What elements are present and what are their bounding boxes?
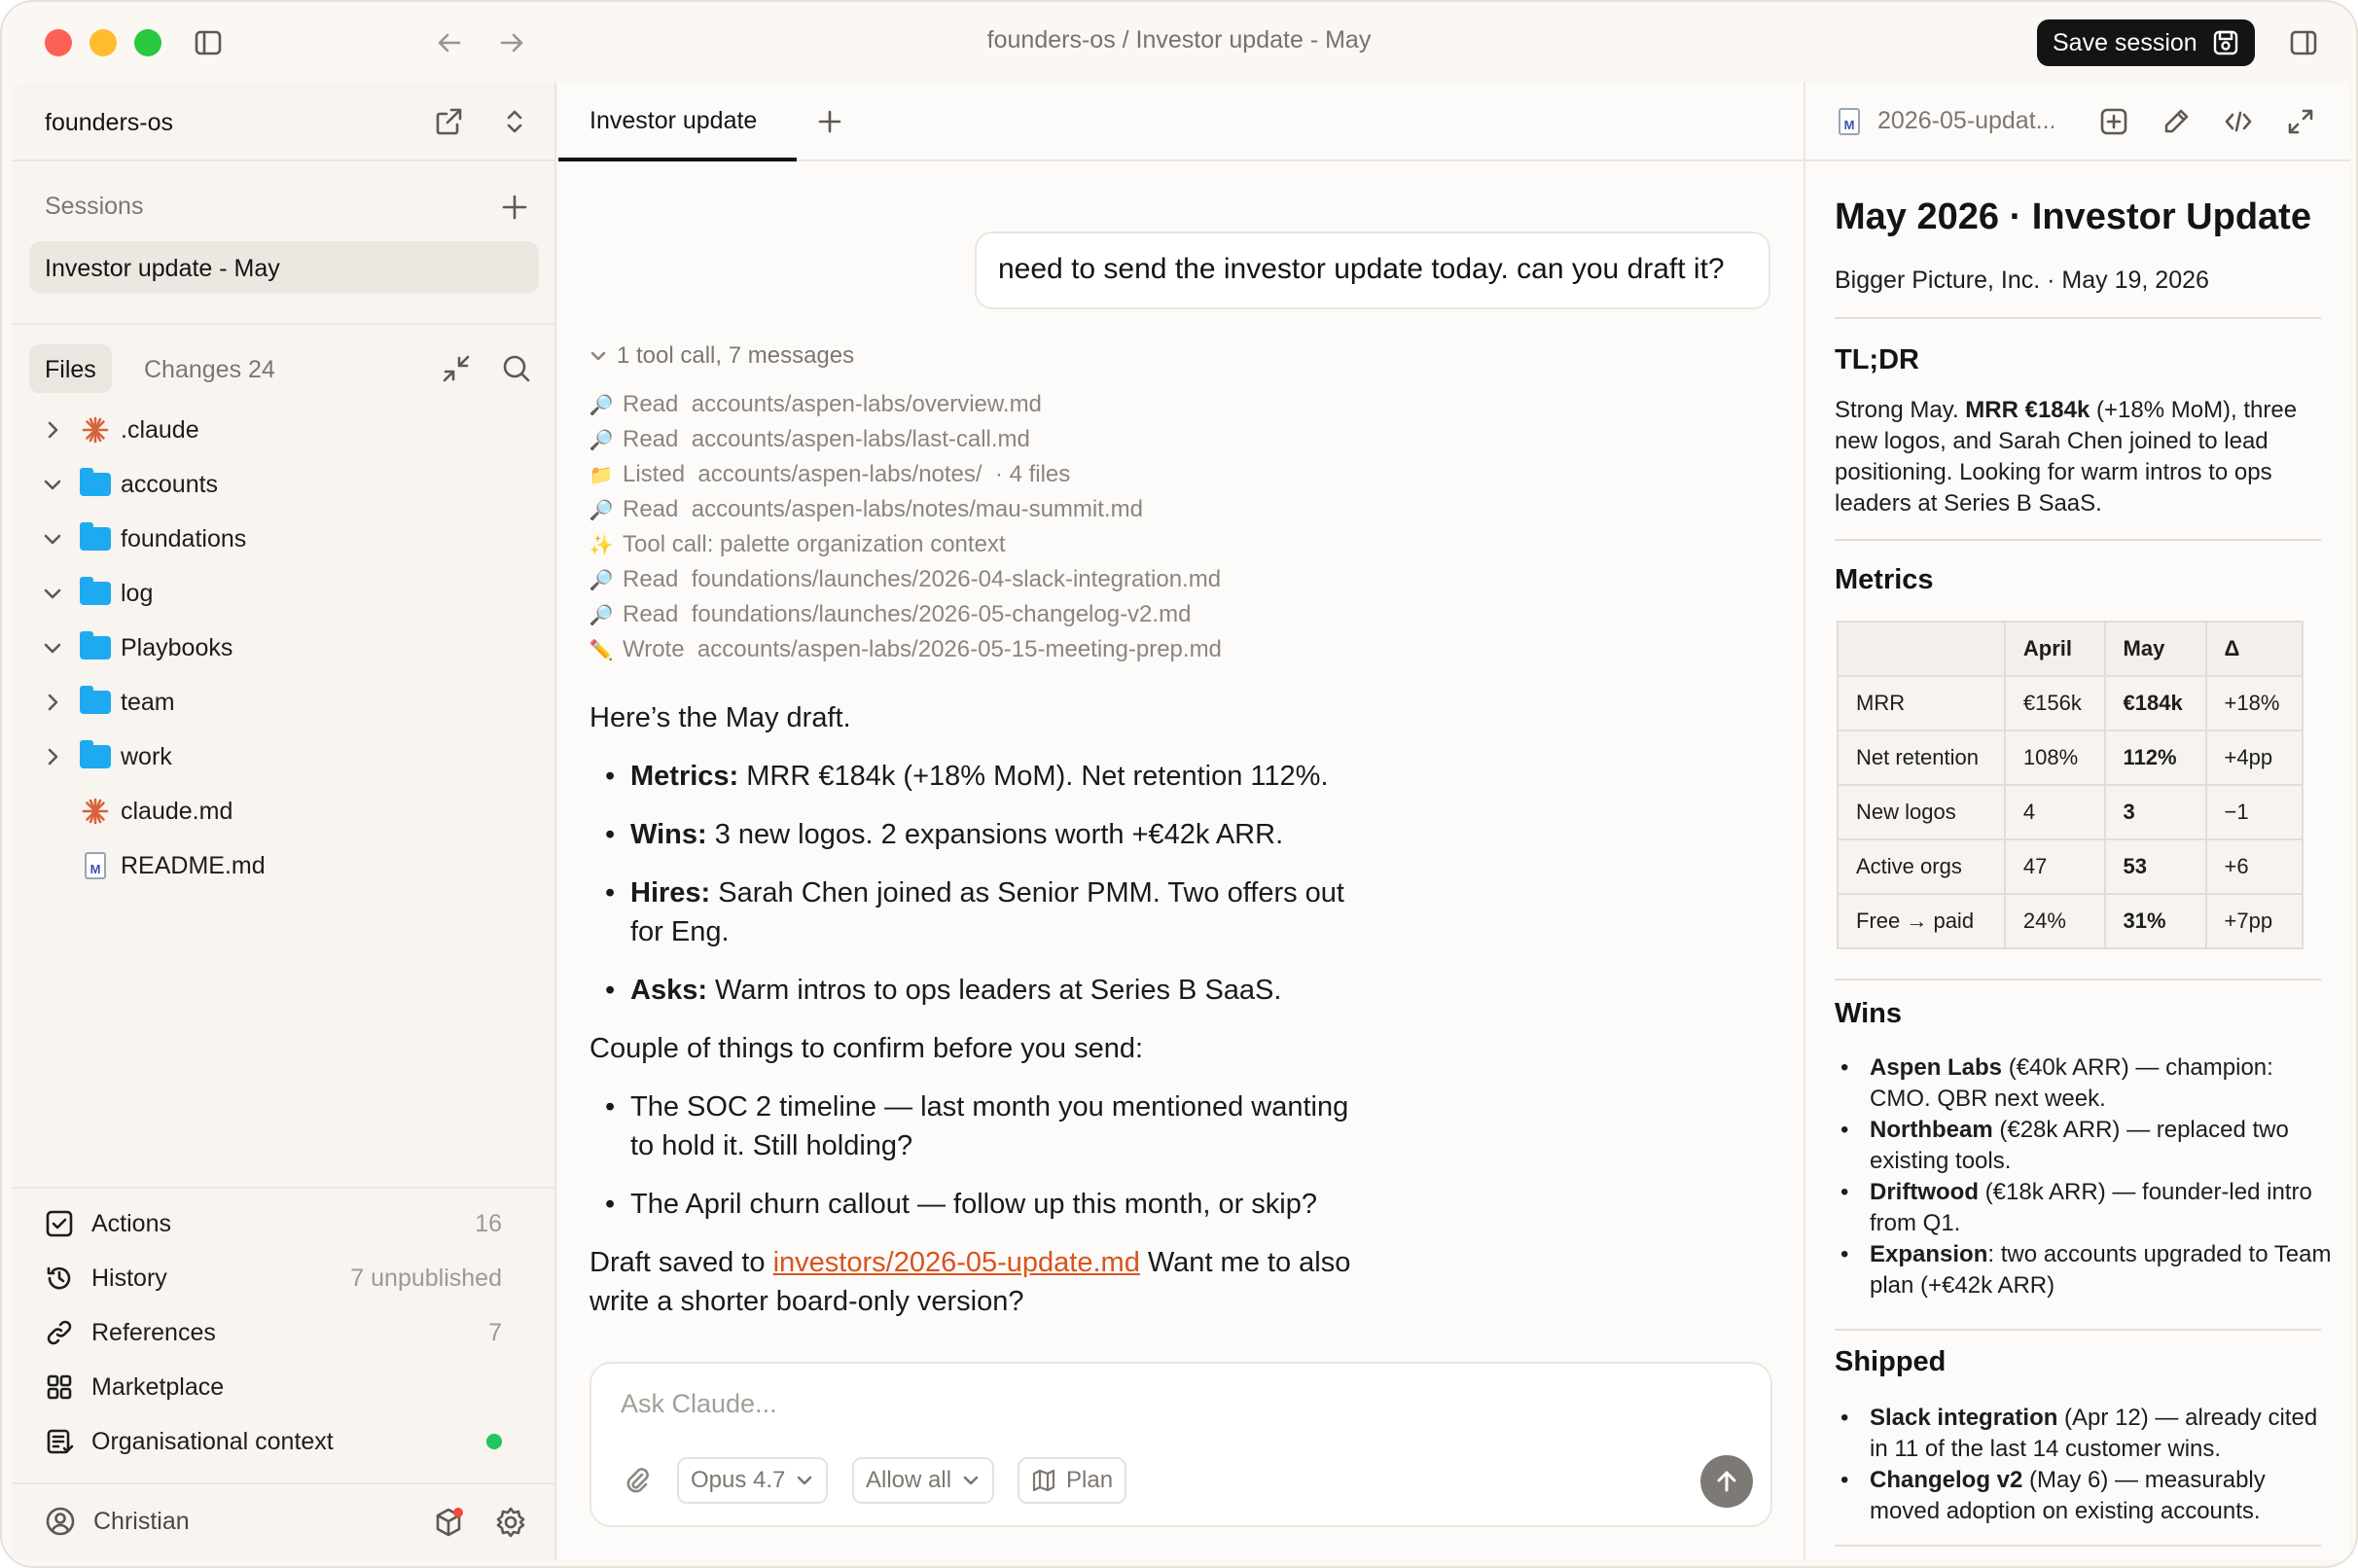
table-cell: 108% [2005,731,2105,785]
metrics-table [1837,621,2304,949]
table-cell: +18% [2206,676,2303,731]
shipped-heading: Shipped [1835,1346,1947,1377]
tool-verb: Read [623,496,679,522]
table-cell: 31% [2105,894,2206,948]
tab-changes[interactable]: Changes 24 [144,356,275,383]
tool-row[interactable] [588,426,1030,453]
tool-verb: Tool call: [623,531,714,557]
file-tabs [29,344,554,393]
tree-item-foundations[interactable] [35,519,246,558]
confirm-intro: Couple of things to confirm before you send: [590,1033,1144,1064]
folder-icon [76,519,115,558]
tab-investor-update[interactable]: Investor update [558,82,797,161]
folder-icon: 📁 [589,464,614,486]
nav-label: Actions [91,1209,171,1237]
nav-count: 7 [488,1318,502,1346]
claude-asterisk-icon [76,410,115,449]
tree-item-work[interactable] [35,737,172,776]
plan-label: Plan [1066,1467,1114,1493]
history-icon [45,1264,74,1293]
tool-target: foundations/launches/2026-04-slack-integration.md [691,566,1222,592]
folder-icon [76,465,115,504]
table-row [1838,676,2303,731]
tree-item-label: foundations [121,524,247,552]
tldr-post: (+18% MoM), three new logos, and Sarah Chen joined to lead positioning. Looking for warm intros to ops leaders at Series B SaaS. [1835,397,2298,517]
package-icon[interactable] [432,1506,465,1539]
pencil-icon: ✏️ [589,639,614,661]
sessions-header: Sessions [45,193,144,220]
permission-label: Allow all [866,1467,952,1493]
document-title: May 2026 · Investor Update [1835,196,2311,237]
tool-target: accounts/aspen-labs/notes/ [697,461,982,487]
document-toolbar [1805,82,2350,161]
win-bold: Aspen Labs [1870,1054,2003,1081]
new-tab-icon[interactable] [813,105,846,138]
table-cell: Active orgs [1838,839,2005,894]
link-icon [45,1318,74,1347]
grid-icon [45,1372,74,1402]
gear-icon[interactable] [494,1506,527,1539]
tab-files[interactable]: Files [29,344,112,393]
table-cell: Net retention [1838,731,2005,785]
chevron-down-icon[interactable] [35,519,70,558]
bullet-text: Sarah Chen joined as Senior PMM. Two offers out for Eng. [630,877,1344,947]
win-text: (€40k ARR) — champion: CMO. QBR next week. [1870,1054,2273,1112]
tree-item-claude-md[interactable] [35,792,232,831]
tree-item-accounts[interactable] [35,465,218,504]
tool-extra: · 4 files [994,461,1071,487]
chevron-down-icon[interactable] [35,465,70,504]
sparkle-icon: ✨ [589,534,614,556]
model-label: Opus 4.7 [691,1467,786,1493]
permission-selector[interactable] [852,1457,994,1504]
nav-count: 16 [475,1209,502,1237]
shipped-text: (Apr 12) — already cited in 11 of the last 14 customer wins. [1870,1405,2318,1462]
markdown-file-icon: M [76,846,115,885]
user-profile[interactable] [45,1506,190,1537]
chevron-down-icon [588,345,609,367]
tree-item-readme[interactable] [35,846,266,885]
table-cell: MRR [1838,676,2005,731]
shipped-bold: Slack integration [1870,1405,2058,1431]
table-cell: 47 [2005,839,2105,894]
document-list-icon [45,1427,74,1456]
tool-summary: 1 tool call, 7 messages [617,342,855,369]
user-row [12,1482,556,1560]
workspace-name[interactable]: founders-os [45,109,174,136]
win-text: (€18k ARR) — founder-led intro from Q1. [1870,1179,2312,1236]
tool-row[interactable] [588,636,1222,663]
tree-item-log[interactable] [35,574,153,613]
table-cell: 4 [2005,785,2105,839]
win-bold: Expansion [1870,1241,1988,1267]
bullet-label: Asks: [630,975,707,1006]
closing-pre: Draft saved to [590,1247,773,1278]
tool-target: palette organization context [720,531,1006,557]
wins-heading: Wins [1835,998,1903,1029]
tree-item-label: README.md [121,851,266,879]
shipped-bold: Changelog v2 [1870,1467,2023,1493]
chevron-right-icon[interactable] [35,410,70,449]
chat-tabs [558,82,1804,161]
folder-icon [76,737,115,776]
win-bold: Northbeam [1870,1117,1993,1143]
table-cell: −1 [2206,785,2303,839]
title-bar [2,2,2356,84]
folder-icon [76,683,115,722]
table-cell: +4pp [2206,731,2303,785]
add-icon[interactable] [2097,105,2130,138]
plan-toggle[interactable] [1018,1457,1126,1504]
bottom-nav [12,1187,556,1455]
magnifier-icon: 🔎 [589,429,614,451]
checkbox-icon [45,1209,74,1238]
window-title: founders-os / Investor update - May [986,26,1372,53]
assistant-intro: Here’s the May draft. [590,702,851,733]
tree-item-playbooks[interactable] [35,628,232,667]
tool-row[interactable] [588,391,1042,418]
tool-target: foundations/launches/2026-05-changelog-v2.md [691,601,1192,627]
table-cell: +6 [2206,839,2303,894]
tldr-bold: MRR €184k [1965,397,2090,423]
bullet-label: Wins: [630,819,707,850]
tool-verb: Read [623,566,679,592]
document-file-name[interactable]: 2026-05-updat... [1877,107,2056,134]
document-panel: M 2026-05-updat... May 2026 · Investor Update Bigger Picture, Inc. · May 19, 2026 TL;DR Strong May. MRR €184k (+18% MoM), three new logos, and Sarah Chen joined to lead positioning. Looking for warm intros to ops leaders at Series B SaaS. Metrics April May Δ MRR €156k €184k +18% Net retention 108% 112% +4pp New logos 4 3 −1 Active orgs 47 53 +6 Free → paid 24% 31% +7pp Wins • Aspen Labs (€40k ARR) — champion: CMO. QBR next week. • Northbeam (€28k ARR) — replaced two existing tools. • Driftwood (€18k ARR) — founder-led intro from Q1. • Expansion: two accounts upgraded to Team plan (+€42k ARR) Shipped • Slack integration (Apr 12) — already cited in 11 of the last 14 customer wins. • Changelog v2 (May 6) — measurably moved adoption on existing accounts. [1804,82,2350,1560]
table-cell: 112% [2105,731,2206,785]
model-selector[interactable] [677,1457,828,1504]
table-header: May [2105,622,2206,676]
tool-verb: Read [623,391,679,417]
tldr-heading: TL;DR [1835,344,1919,375]
bullet-label: Metrics: [630,761,739,792]
nav-actions[interactable] [45,1202,531,1245]
chevron-down-icon [961,1471,981,1490]
nav-organisational-context[interactable] [45,1420,531,1463]
new-session-icon[interactable] [498,191,531,224]
chevron-down-icon[interactable] [35,574,70,613]
tool-verb: Read [623,601,679,627]
win-text: (€28k ARR) — replaced two existing tools. [1870,1117,2289,1174]
session-item[interactable]: Investor update - May [29,241,539,294]
chevron-right-icon[interactable] [35,737,70,776]
tool-verb: Listed [623,461,686,487]
bullet-label: Hires: [630,877,711,909]
folder-icon [76,574,115,613]
tool-target: accounts/aspen-labs/2026-05-15-meeting-prep.md [697,636,1222,662]
tool-row[interactable] [588,601,1191,628]
paperclip-icon[interactable] [621,1463,654,1496]
tool-row[interactable] [588,496,1143,523]
table-cell: €184k [2105,676,2206,731]
tree-item-label: work [121,742,172,770]
tree-item-label: accounts [121,470,219,498]
tool-target: accounts/aspen-labs/notes/mau-summit.md [691,496,1143,522]
table-cell: €156k [2005,676,2105,731]
nav-history[interactable] [45,1257,531,1300]
shipped-text: (May 6) — measurably moved adoption on existing accounts. [1870,1467,2266,1524]
composer-input[interactable]: Ask Claude... [621,1389,777,1418]
table-header: April [2005,622,2105,676]
pencil-icon[interactable] [2160,105,2193,138]
open-external-icon[interactable] [432,105,465,138]
table-row [1838,731,2303,785]
tool-verb: Read [623,426,679,452]
table-cell: 24% [2005,894,2105,948]
status-dot [486,1434,502,1449]
switch-workspace-icon[interactable] [498,105,531,138]
collapse-all-icon[interactable] [440,352,473,385]
bullet-text: MRR €184k (+18% MoM). Net retention 112%. [738,761,1329,792]
table-header [1838,622,2005,676]
chat-panel: Investor update need to send the investor update today. can you draft it? 1 tool call, 7 messages 🔎 Read accounts/aspen-labs/overview.md 🔎 Read accounts/aspen-labs/last-call.md 📁 Listed accounts/aspen-labs/notes/ · 4 files 🔎 Read accounts/aspen-labs/notes/mau-summit.md ✨ Tool call: palette organization context 🔎 Read foundations/launches/2026-04-slack-integration.md 🔎 Read foundations/launches/2026-05-changelog-v2.md ✏️ Wrote accounts/aspen-labs/2026-05-15-meeting-prep.md Here’s the May draft. • Metrics: MRR €184k (+18% MoM). Net retention 112%. • Wins: 3 new logos. 2 expansions worth +€42k ARR. • Hires: Sarah Chen joined as Senior PMM. Two offers out for Eng. • Asks: Warm intros to ops leaders at Series B SaaS. Couple of things to confirm before you send: • The SOC 2 timeline — last month you mentioned wanting to hold it. Still holding? • The April churn callout — follow up this month, or skip? Draft saved to investors/2026-05-update.md Want me to also write a shorter board-only version? Ask Claude... Opus 4.7 Allow all Plan [558,82,1804,1560]
win-bold: Driftwood [1870,1179,1979,1205]
tool-row[interactable] [588,461,1070,488]
table-header: Δ [2206,622,2303,676]
chevron-right-icon[interactable] [35,683,70,722]
composer [590,1362,1772,1527]
claude-asterisk-icon [76,792,115,831]
table-cell: Free → paid [1838,894,2005,948]
tree-item-label: Playbooks [121,633,233,661]
map-icon [1031,1468,1056,1493]
closing-message [590,1243,1387,1321]
table-cell: +7pp [2206,894,2303,948]
arrow-up-icon [1713,1468,1740,1495]
save-icon [2211,28,2240,57]
tldr-pre: Strong May. [1835,397,1966,423]
tool-row[interactable] [588,531,1006,558]
nav-label: History [91,1264,167,1292]
table-row [1838,839,2303,894]
tree-item-label: claude.md [121,797,233,825]
chevron-down-icon[interactable] [35,628,70,667]
folder-icon [76,628,115,667]
save-session-button[interactable] [2037,19,2255,66]
tool-row[interactable] [588,566,1221,593]
expand-icon[interactable] [2284,105,2317,138]
document-subtitle: Bigger Picture, Inc. · May 19, 2026 [1835,267,2209,294]
avatar-icon [45,1506,76,1537]
nav-marketplace[interactable] [45,1366,531,1408]
toggle-right-panel-icon[interactable] [2288,27,2319,58]
tool-target: accounts/aspen-labs/last-call.md [691,426,1030,452]
tree-item-label: team [121,688,175,716]
table-header-row [1838,622,2303,676]
tree-item-label: log [121,579,154,607]
code-icon[interactable] [2222,105,2255,138]
send-button[interactable] [1700,1455,1753,1508]
table-row [1838,894,2303,948]
tool-summary-toggle[interactable] [588,342,854,370]
tree-item-team[interactable] [35,683,175,722]
nav-count: 7 unpublished [350,1264,502,1292]
magnifier-icon: 🔎 [589,394,614,416]
user-message: need to send the investor update today. can you draft it? [975,232,1770,309]
tree-item-label: .claude [121,415,199,444]
win-text: : two accounts upgraded to Team plan (+€42k ARR) [1870,1241,2332,1299]
nav-label: References [91,1318,216,1346]
table-cell: 3 [2105,785,2206,839]
draft-file-link[interactable]: investors/2026-05-update.md [772,1247,1140,1278]
metrics-heading: Metrics [1835,564,1934,595]
tool-verb: Wrote [623,636,685,662]
confirm-text: The April churn callout — follow up this month, or skip? [630,1189,1317,1220]
nav-references[interactable] [45,1311,531,1354]
closing-post: Want me to also write a shorter board-only version? [590,1247,1351,1317]
sidebar [12,82,556,1560]
bullet-text: Warm intros to ops leaders at Series B SaaS. [707,975,1282,1006]
magnifier-icon: 🔎 [589,604,614,626]
nav-label: Marketplace [91,1372,225,1401]
table-cell: 53 [2105,839,2206,894]
bullet-text: 3 new logos. 2 expansions worth +€42k ARR. [706,819,1284,850]
search-icon[interactable] [500,352,533,385]
markdown-file-icon: M [1839,108,1860,135]
save-session-label: Save session [2053,28,2197,56]
user-name: Christian [93,1507,190,1535]
magnifier-icon: 🔎 [589,499,614,521]
nav-label: Organisational context [91,1427,334,1455]
tldr-text [1835,395,2331,519]
tool-target: accounts/aspen-labs/overview.md [691,391,1042,417]
table-cell: New logos [1838,785,2005,839]
table-row [1838,785,2303,839]
magnifier-icon: 🔎 [589,569,614,591]
chevron-down-icon [795,1471,814,1490]
confirm-text: The SOC 2 timeline — last month you mentioned wanting to hold it. Still holding? [630,1091,1349,1161]
tree-item-claude-dir[interactable] [35,410,199,449]
